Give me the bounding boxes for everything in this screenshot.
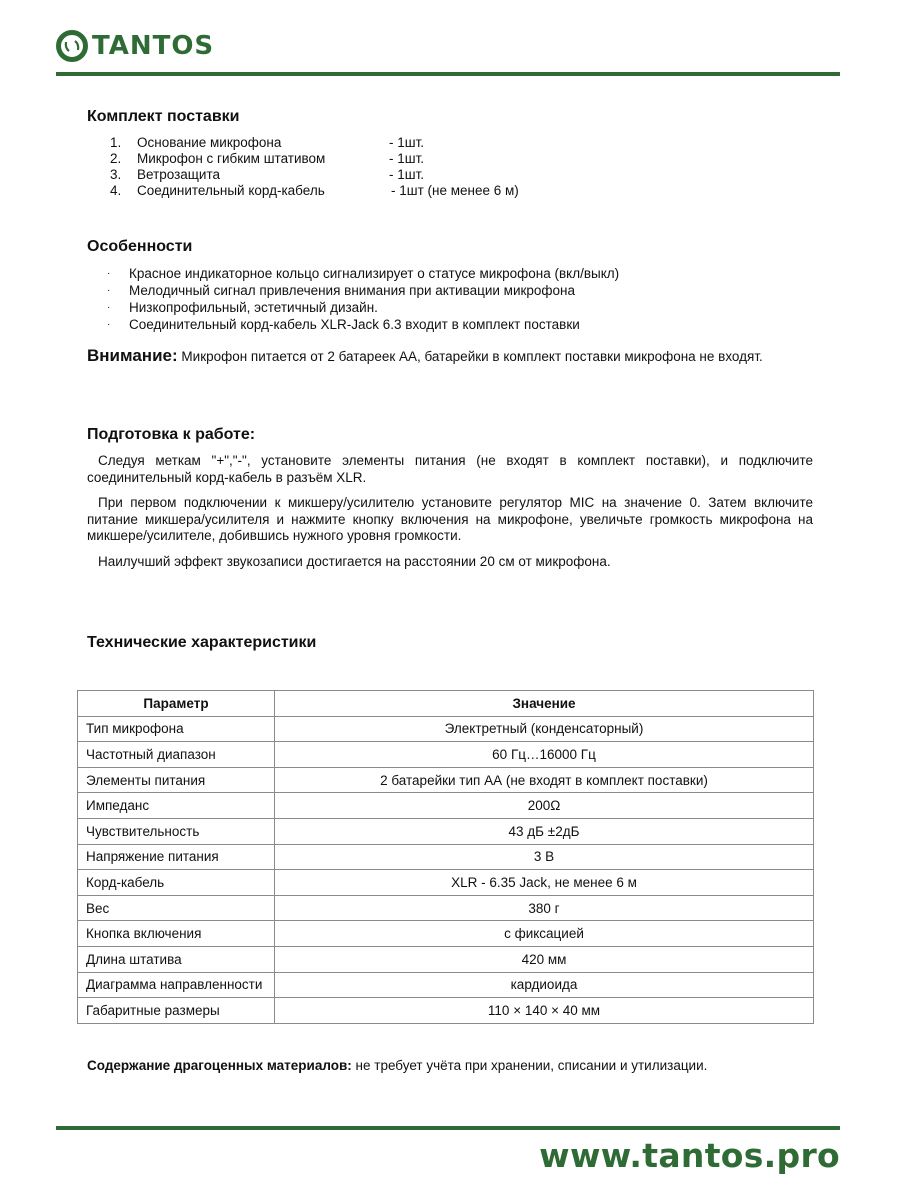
- preparation-paragraph: Следуя меткам "+","-", установите элементы питания (не входят в комплект поставки), и подключите соединительный корд-кабель в разъём XLR.: [87, 453, 813, 485]
- param-cell: Частотный диапазон: [78, 742, 275, 768]
- param-cell: Корд-кабель: [78, 870, 275, 896]
- feature-text: Мелодичный сигнал привлечения внимания при активации микрофона: [129, 283, 575, 298]
- specs-title: Технические характеристики: [87, 634, 317, 651]
- value-cell: 3 В: [275, 844, 814, 870]
- kit-item: [110, 151, 519, 167]
- preparation-text: [87, 453, 813, 579]
- preparation-paragraph: При первом подключении к микшеру/усилителю установите регулятор MIC на значение 0. Затем включите питание микшера/усилителя и нажмите кнопку включения на микрофоне, увеличьте громкость микрофона на микшере/усилителе, добившись нужного уровня громкости.: [87, 495, 813, 543]
- param-cell: Вес: [78, 895, 275, 921]
- kit-item-name: Ветрозащита: [137, 167, 220, 182]
- feature-item: [107, 282, 619, 299]
- bullet-icon: ·: [107, 302, 111, 313]
- bullet-icon: ·: [107, 268, 111, 279]
- precious-text: не требует учёта при хранении, списании и утилизации.: [355, 1058, 708, 1073]
- header-divider: [56, 72, 840, 76]
- table-row: [78, 998, 814, 1024]
- param-cell: Элементы питания: [78, 767, 275, 793]
- param-cell: Тип микрофона: [78, 716, 275, 742]
- feature-text: Красное индикаторное кольцо сигнализирует о статусе микрофона (вкл/выкл): [129, 266, 620, 281]
- kit-item-qty: - 1шт (не менее 6 м): [391, 183, 519, 198]
- table-row: [78, 921, 814, 947]
- bullet-icon: ·: [107, 285, 111, 296]
- kit-item-qty: - 1шт.: [389, 135, 425, 150]
- tantos-logo-icon: [55, 29, 89, 63]
- column-header-value: Значение: [275, 691, 814, 717]
- kit-item: [110, 135, 519, 151]
- table-row: [78, 716, 814, 742]
- feature-item: [107, 299, 619, 316]
- features-list: [107, 265, 619, 333]
- feature-item: [107, 316, 619, 333]
- param-cell: Импеданс: [78, 793, 275, 819]
- footer-divider: [56, 1126, 840, 1130]
- table-row: [78, 818, 814, 844]
- table-row: [78, 946, 814, 972]
- tantos-logo: [55, 26, 214, 66]
- kit-list: [110, 135, 519, 199]
- param-cell: Кнопка включения: [78, 921, 275, 947]
- logo-text: TANTOS: [92, 31, 215, 61]
- kit-item-number: 2.: [110, 151, 122, 166]
- feature-text: Низкопрофильный, эстетичный дизайн.: [129, 300, 378, 315]
- param-cell: Чувствительность: [78, 818, 275, 844]
- column-header-parameter: Параметр: [78, 691, 275, 717]
- specs-header-row: [78, 691, 814, 717]
- precious-label: Содержание драгоценных материалов:: [87, 1058, 352, 1073]
- kit-item: [110, 183, 519, 199]
- attention-label: Внимание:: [87, 346, 178, 365]
- kit-item-qty: - 1шт.: [389, 167, 425, 182]
- table-row: [78, 742, 814, 768]
- table-row: [78, 895, 814, 921]
- value-cell: 43 дБ ±2дБ: [275, 818, 814, 844]
- kit-item-number: 3.: [110, 167, 122, 182]
- specs-table: [77, 690, 814, 1024]
- value-cell: 380 г: [275, 895, 814, 921]
- attention-note: [87, 346, 763, 366]
- attention-text: Микрофон питается от 2 батареек АА, батарейки в комплект поставки микрофона не входят.: [181, 349, 763, 364]
- precious-materials-note: [87, 1058, 707, 1073]
- features-title: Особенности: [87, 238, 193, 255]
- bullet-icon: ·: [107, 319, 111, 330]
- preparation-paragraph: Наилучший эффект звукозаписи достигается на расстоянии 20 см от микрофона.: [98, 553, 611, 569]
- kit-item: [110, 167, 519, 183]
- value-cell: 2 батарейки тип АА (не входят в комплект поставки): [275, 767, 814, 793]
- param-cell: Длина штатива: [78, 946, 275, 972]
- value-cell: с фиксацией: [275, 921, 814, 947]
- value-cell: 60 Гц…16000 Гц: [275, 742, 814, 768]
- value-cell: 200Ω: [275, 793, 814, 819]
- kit-item-name: Соединительный корд-кабель: [137, 183, 325, 198]
- param-cell: Диаграмма направленности: [78, 972, 275, 998]
- kit-item-name: Основание микрофона: [137, 135, 282, 150]
- feature-text: Соединительный корд-кабель XLR-Jack 6.3 входит в комплект поставки: [129, 317, 580, 332]
- table-row: [78, 767, 814, 793]
- value-cell: кардиоида: [275, 972, 814, 998]
- kit-item-name: Микрофон с гибким штативом: [137, 151, 326, 166]
- preparation-title: Подготовка к работе:: [87, 426, 256, 443]
- kit-item-number: 4.: [110, 183, 122, 198]
- kit-title: Комплект поставки: [87, 108, 240, 125]
- value-cell: 110 × 140 × 40 мм: [275, 998, 814, 1024]
- table-row: [78, 793, 814, 819]
- value-cell: Электретный (конденсаторный): [275, 716, 814, 742]
- table-row: [78, 870, 814, 896]
- feature-item: [107, 265, 619, 282]
- value-cell: XLR - 6.35 Jack, не менее 6 м: [275, 870, 814, 896]
- param-cell: Напряжение питания: [78, 844, 275, 870]
- table-row: [78, 844, 814, 870]
- kit-item-qty: - 1шт.: [389, 151, 425, 166]
- kit-item-number: 1.: [110, 135, 122, 150]
- website-link[interactable]: www.tantos.pro: [539, 1136, 840, 1175]
- param-cell: Габаритные размеры: [78, 998, 275, 1024]
- value-cell: 420 мм: [275, 946, 814, 972]
- table-row: [78, 972, 814, 998]
